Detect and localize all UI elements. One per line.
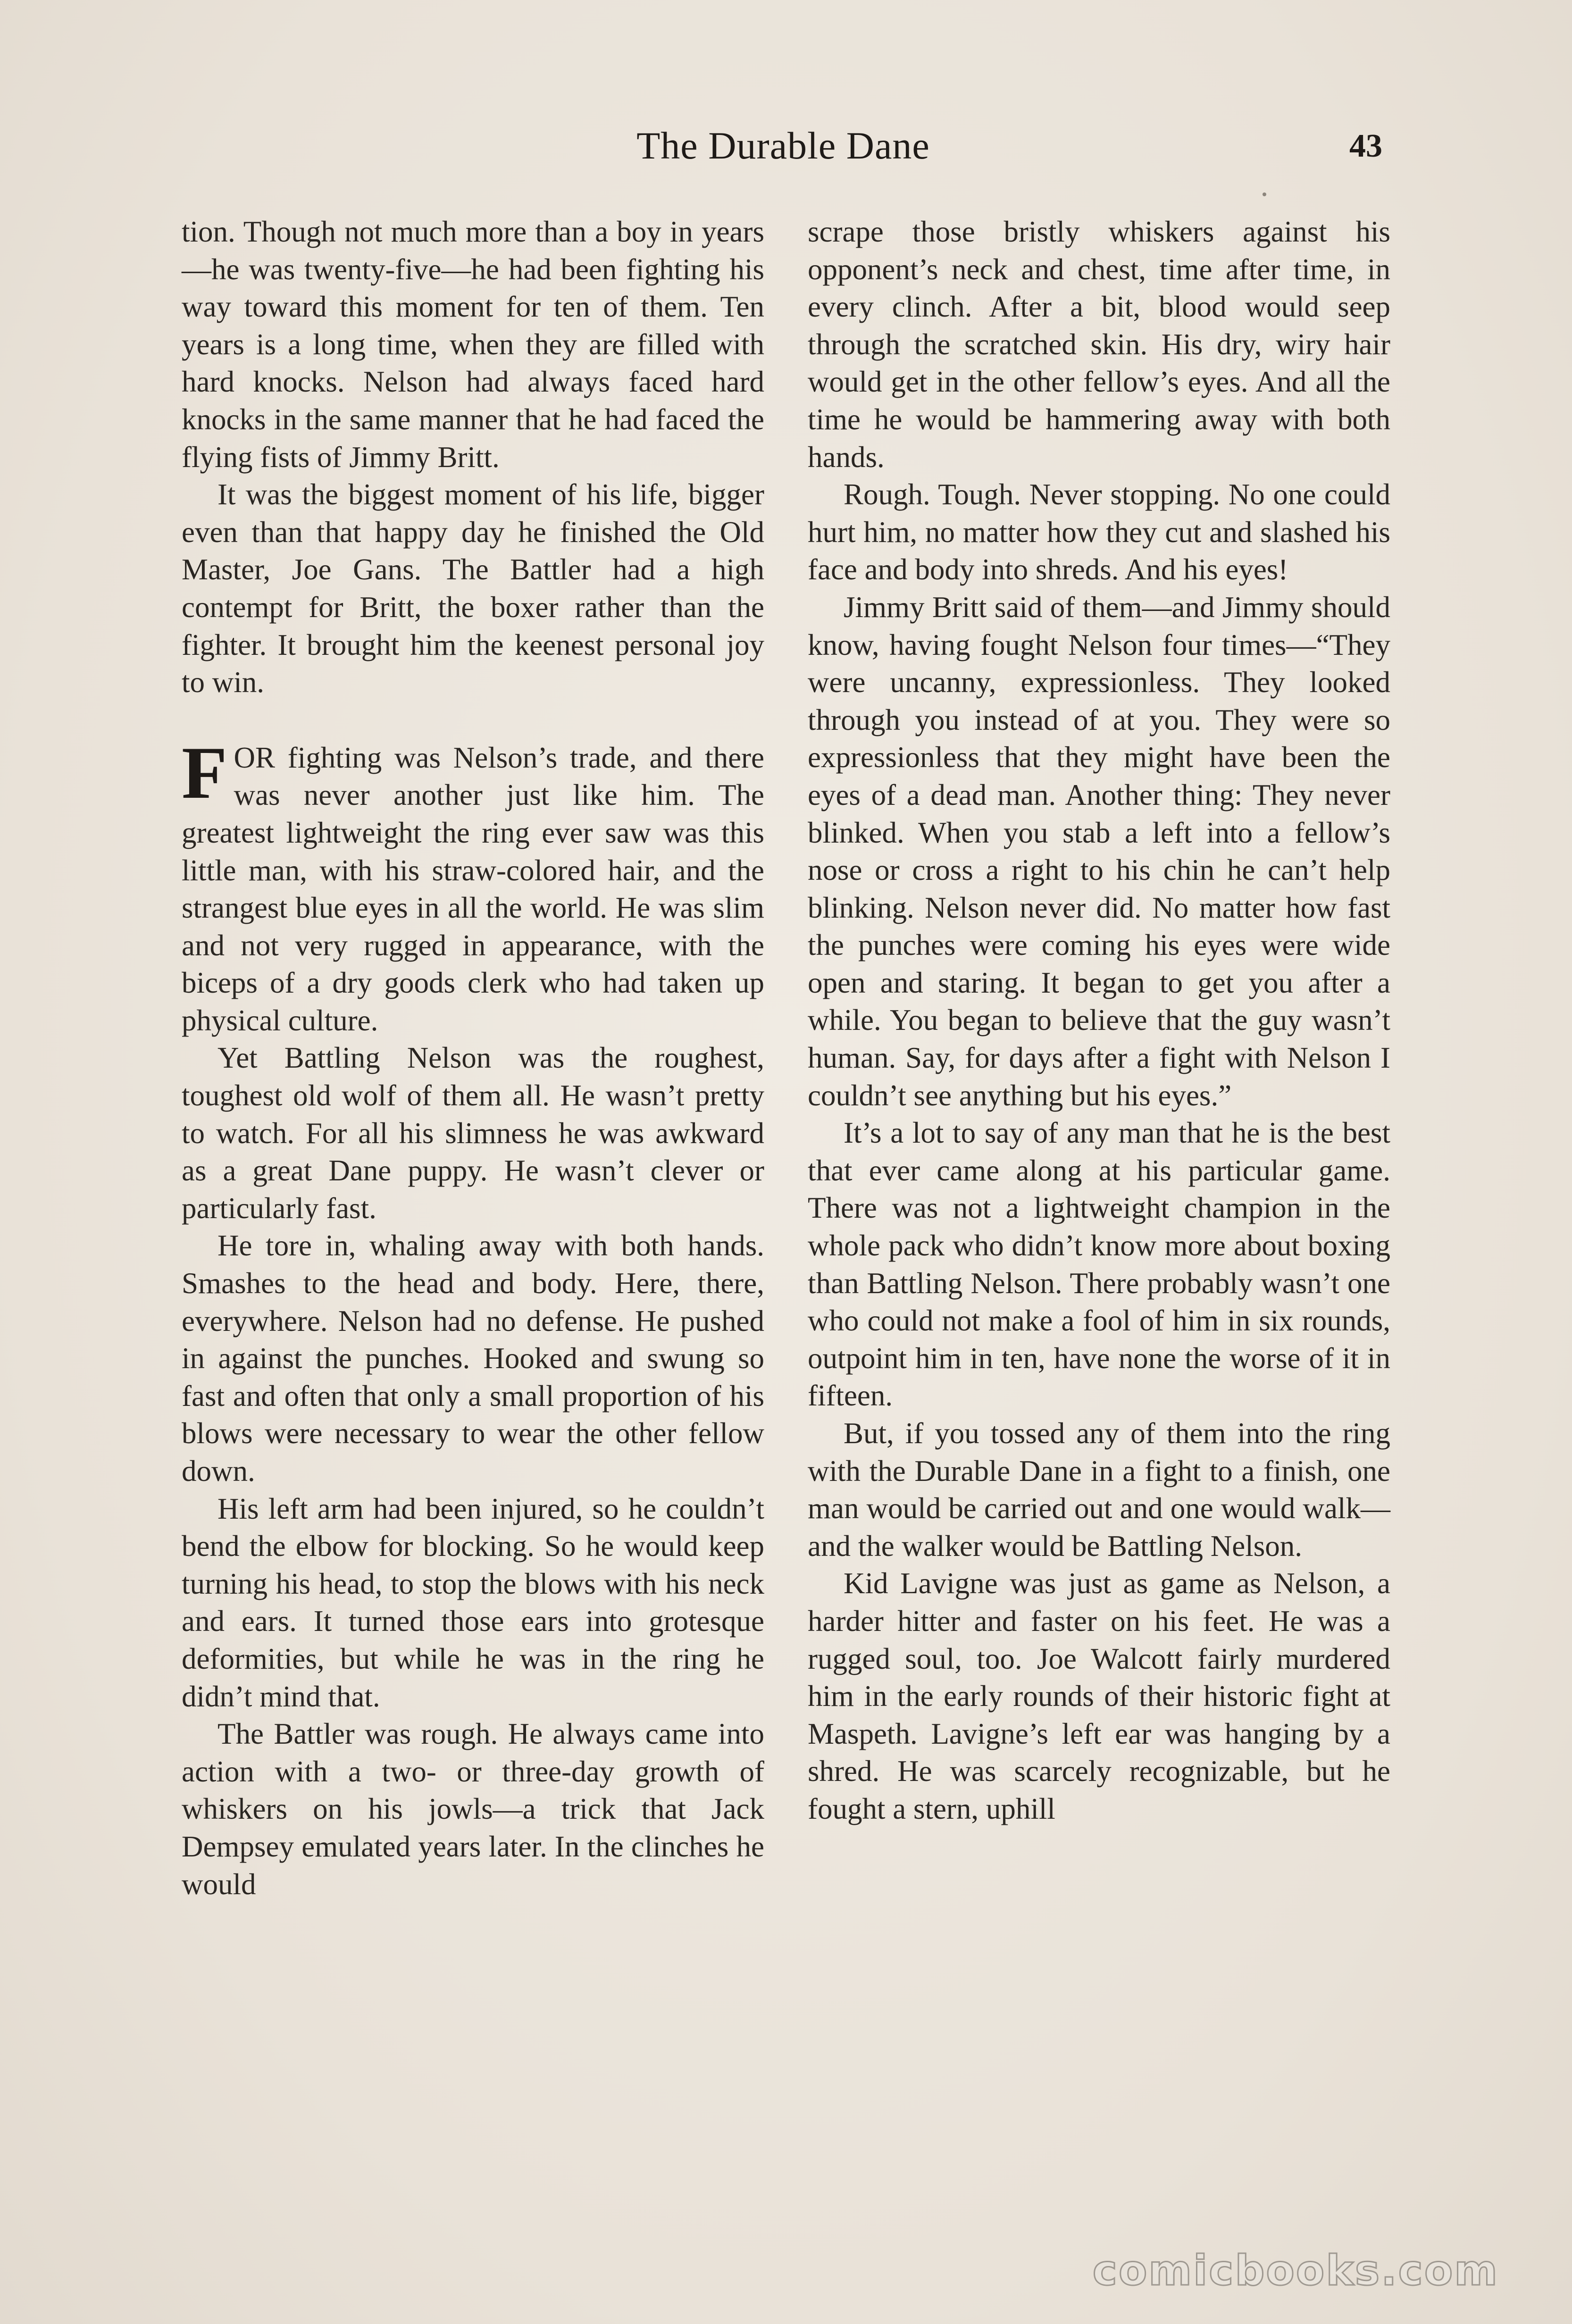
- paragraph: Jimmy Britt said of them—and Jimmy should know, having fought Nelson four times—“They were uncanny, expressionless. They looked through you instead of at you. They were so expressionless that they might have been the eyes of a dead man. Another thing: They never blinked. When you stab a left into a fellow’s nose or cross a right to his chin he can’t help blinking. Nelson never did. No matter how fast the punches were coming his eyes were wide open and staring. It began to get you after a while. You began to believe that the guy wasn’t human. Say, for days after a fight with Nelson I couldn’t see anything but his eyes.”: [808, 590, 1390, 1112]
- right-column: [808, 213, 1390, 1828]
- running-title: The Durable Dane: [636, 124, 930, 167]
- paragraph: It was the biggest moment of his life, bigger even than that happy day he finished the Old Master, Joe Gans. The Battler had a high contempt for Britt, the boxer rather than the fighter. It brought him the keenest personal joy to win.: [182, 478, 764, 699]
- paragraph: tion. Though not much more than a boy in years—he was twenty-five—he had been fighting his way toward this moment for ten of them. Ten years is a long time, when they are filled with hard knocks. Nelson had always faced hard knocks in the same manner that he had faced the flying fists of Jimmy Britt.: [182, 215, 764, 474]
- left-column: [182, 213, 764, 1903]
- paragraph: Yet Battling Nelson was the roughest, toughest old wolf of them all. He wasn’t pretty to watch. For all his slimness he was awkward as a great Dane puppy. He wasn’t clever or particularly fast.: [182, 1041, 764, 1225]
- paragraph: The Battler was rough. He always came into action with a two- or three-day growth of whiskers on his jowls—a trick that Jack Dempsey emulated years later. In the clinches he would: [182, 1717, 764, 1901]
- paragraph-text: OR fighting was Nelson’s trade, and there was never another just like him. The greatest lightweight the ring ever saw was this little man, with his straw-colored hair, and the strangest blue eyes in all the world. He was slim and not very rugged in appearance, with the biceps of a dry goods clerk who had taken up physical culture.: [182, 741, 764, 1037]
- ink-speck: [1263, 192, 1266, 196]
- running-head: [0, 124, 1572, 176]
- section-opening-paragraph: [182, 731, 764, 1040]
- page-number: 43: [1349, 128, 1382, 164]
- paragraph: His left arm had been injured, so he couldn’t bend the elbow for blocking. So he would keep turning his head, to stop the blows with his neck and ears. It turned those ears into grotesque deformities, but while he was in the ring he didn’t mind that.: [182, 1492, 764, 1713]
- paragraph: But, if you tossed any of them into the ring with the Durable Dane in a fight to a finish, one man would be carried out and one would walk—and the walker would be Battling Nelson.: [808, 1417, 1390, 1563]
- paragraph: He tore in, whaling away with both hands. Smashes to the head and body. Here, there, everywhere. Nelson had no defense. He pushed in against the punches. Hooked and swung so fast and often that only a small proportion of his blows were necessary to wear the other fellow down.: [182, 1229, 764, 1488]
- paragraph: It’s a lot to say of any man that he is the best that ever came along at his particular game. There was not a lightweight champion in the whole pack who didn’t know more about boxing than Battling Nelson. There probably wasn’t one who could not make a fool of him in six rounds, outpoint him in ten, have none the worse of it in fifteen.: [808, 1116, 1390, 1413]
- paragraph: Rough. Tough. Never stopping. No one could hurt him, no matter how they cut and slashed his face and body into shreds. And his eyes!: [808, 478, 1390, 586]
- paragraph: Kid Lavigne was just as game as Nelson, a harder hitter and faster on his feet. He was a rugged soul, too. Joe Walcott fairly murdered him in the early rounds of their historic fight at Maspeth. Lavigne’s left ear was hanging by a shred. He was scarcely recognizable, but he fought a stern, uphill: [808, 1567, 1390, 1825]
- watermark: comicbooks.com: [1092, 2246, 1499, 2295]
- drop-cap: F: [182, 731, 227, 814]
- paragraph: scrape those bristly whiskers against his opponent’s neck and chest, time after time, in every clinch. After a bit, blood would seep through the scratched skin. His dry, wiry hair would get in the other fellow’s eyes. And all the time he would be hammering away with both hands.: [808, 215, 1390, 474]
